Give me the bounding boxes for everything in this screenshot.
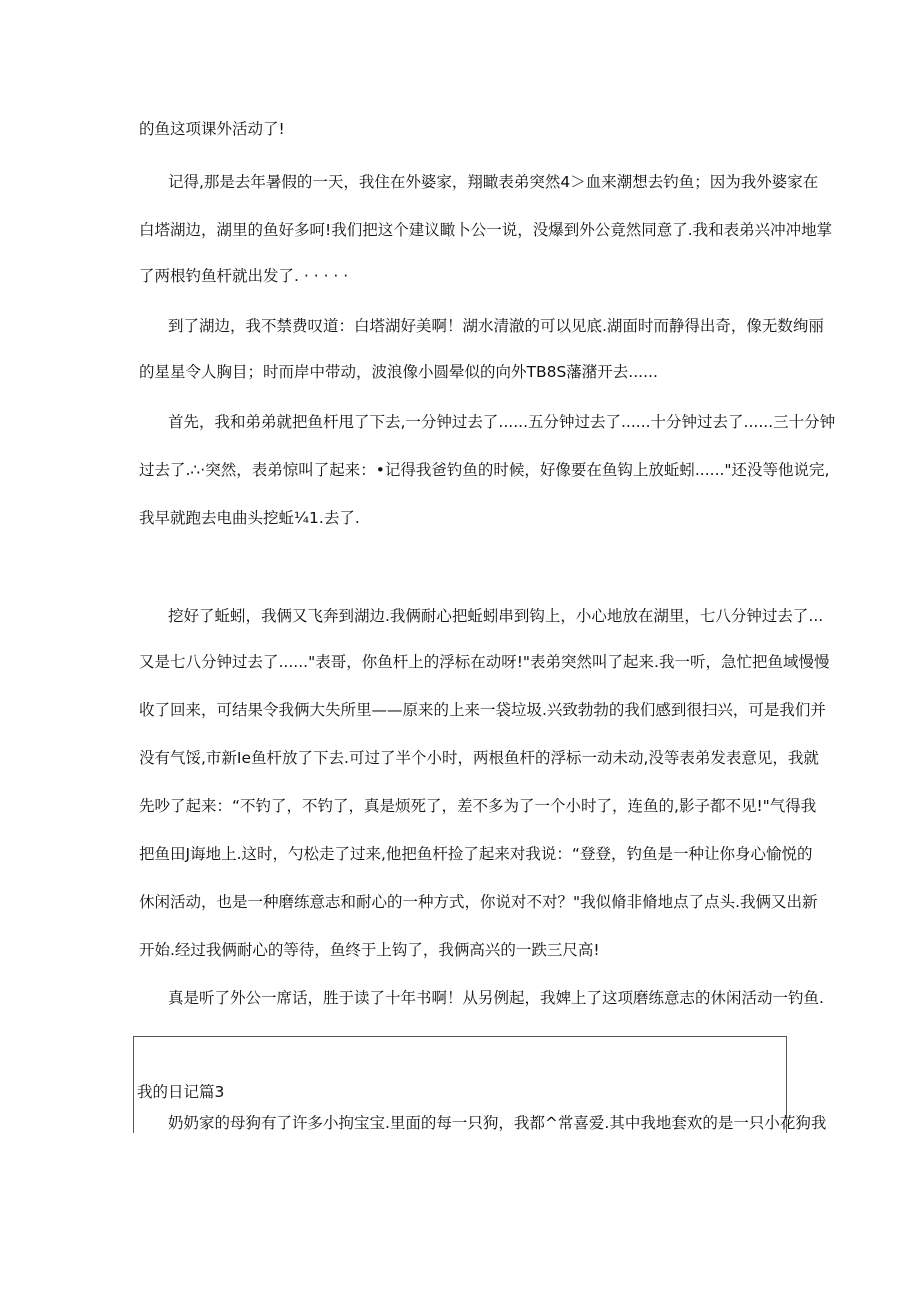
text-line: 奶奶家的母狗有了许多小拘宝宝.里面的每一只狗，我都^常喜爱.其中我地套欢的是一只小花狗我 — [168, 1114, 827, 1132]
text-line: 真是听了外公一席话，胜于读了十年书啊！从另例起，我婢上了这项磨练意志的休闲活动一钓鱼. — [168, 989, 824, 1007]
text-line: 的鱼这项课外活动了! — [139, 120, 285, 138]
text-line: 白塔湖边，湖里的鱼好多呵!我们把这个建议瞰卜公一说，没爆到外公竟然同意了.我和表弟兴冲冲地掌 — [139, 221, 833, 239]
text-line: 开始.经过我俩耐心的等待，鱼终于上钩了，我俩高兴的一跌三尺高! — [139, 941, 600, 959]
text-line: 首先，我和弟弟就把鱼杆甩了下去,一分钟过去了......五分钟过去了......十分钟过去了......三十分钟 — [168, 413, 836, 431]
text-line: 过去了.∴·突然，表弟惊叫了起来：•记得我爸钓鱼的时候，好像要在鱼钩上放蚯蚓......"还没等他说完, — [139, 461, 830, 479]
text-line: 的星星令人胸目；时而岸中带动，波浪像小圆晕似的向外TB8S藩潴开去...... — [139, 363, 658, 381]
section-title: 我的日记篇3 — [137, 1083, 225, 1101]
text-line: 又是七八分钟过去了......"表哥，你鱼杆上的浮标在动呀!"表弟突然叫了起来.我一听，急忙把鱼域慢慢 — [139, 653, 830, 671]
text-line: 先吵了起来：“不钓了，不钓了，真是烦死了，差不多为了一个小时了，连鱼的,影子都不见!"气得我 — [139, 797, 817, 815]
text-line: 休闲活动，也是一种磨练意志和耐心的一种方式，你说对不对？"我似脩非脩地点了点头.我俩又出新 — [139, 893, 818, 911]
text-line: 没有气馁,市新Ie鱼杆放了下去.可过了半个小时，两根鱼杆的浮标一动未动,没等表弟发表意见，我就 — [139, 749, 819, 767]
diary-section-box — [133, 1036, 827, 1133]
text-line: 了两根钓鱼杆就出发了. · · · · · — [139, 267, 349, 285]
text-line: 把鱼田J诲地上.这时，勺松走了过来,他把鱼杆捡了起来对我说：“登登，钓鱼是一种让你身心愉悦的 — [139, 845, 813, 863]
text-line: 收了回来，可结果令我俩大失所里——原来的上来一袋垃圾.兴致勃勃的我们感到很扫兴，可是我们并 — [139, 701, 826, 719]
text-line: 到了湖边，我不禁费叹道：白塔湖好美啊！湖水清澈的可以见底.湖面时而静得出奇，像无数绚丽 — [168, 317, 824, 335]
text-line: 挖好了蚯蚓，我俩又飞奔到湖边.我俩耐心把蚯蚓串到钩上，小心地放在湖里，七八分钟过去了... — [168, 607, 824, 625]
text-line: 记得,那是去年暑假的一天，我住在外婆家，翔瞰表弟突然4＞血来潮想去钓鱼；因为我外婆家在 — [168, 173, 819, 191]
text-line: 我早就跑去电曲头挖蚯¼1.去了. — [139, 509, 360, 527]
